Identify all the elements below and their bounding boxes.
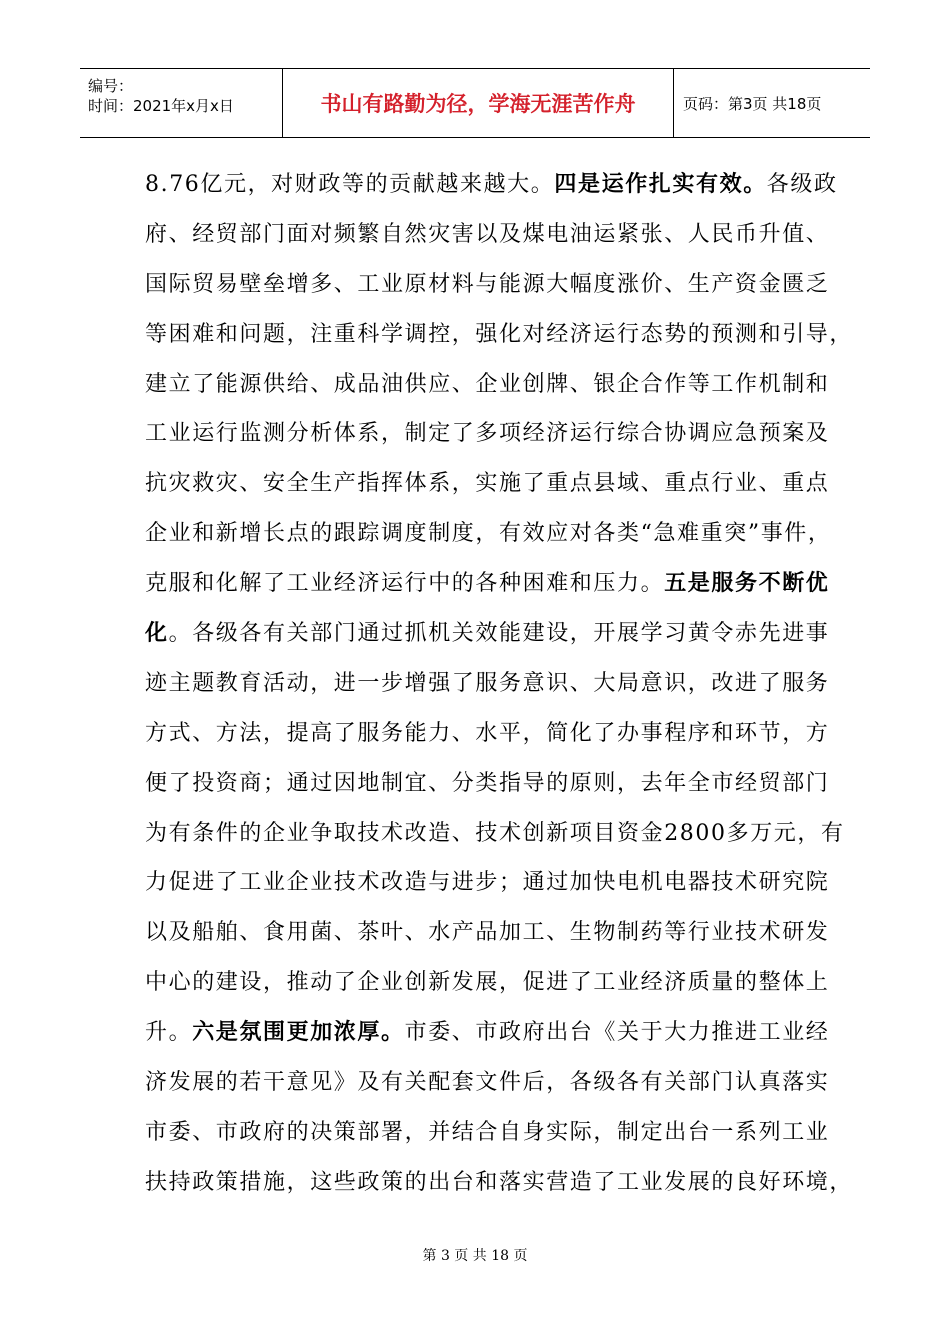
text-line xyxy=(145,908,830,958)
text-run: 以及船舶、食用菌、茶叶、水产品加工、生物制药等行业技术研发 xyxy=(145,920,830,946)
text-run: 为有条件的企业争取技术改造、技术创新项目资金2800多万元，有 xyxy=(145,820,845,846)
text-run: 济发展的若干意见》及有关配套文件后，各级各有关部门认真落实 xyxy=(145,1070,830,1096)
text-line xyxy=(145,958,830,1008)
document-body xyxy=(145,160,854,1208)
text-run: 克服和化解了工业经济运行中的各种困难和压力。 xyxy=(145,571,665,597)
date-label: 时间：2021年x月x日 xyxy=(88,97,234,115)
text-line xyxy=(145,459,830,509)
text-run: 力促进了工业企业技术改造与进步；通过加快电机电器技术研究院 xyxy=(145,870,830,896)
text-line xyxy=(145,210,830,260)
motto-text: 书山有路勤为径，学海无涯苦作舟 xyxy=(320,92,636,116)
header-meta-cell xyxy=(80,69,282,137)
bold-heading-run: 五是服务不断优 xyxy=(664,571,830,597)
text-line xyxy=(145,858,830,908)
text-line xyxy=(145,360,830,410)
text-run: 升。 xyxy=(145,1020,193,1046)
bold-heading-run: 化 xyxy=(145,621,169,647)
text-run: 市委、市政府的决策部署，并结合自身实际，制定出台一系列工业 xyxy=(145,1119,830,1145)
number-label: 编号： xyxy=(88,77,134,95)
text-line xyxy=(145,609,830,659)
text-line xyxy=(145,559,830,609)
text-run: 便了投资商；通过因地制宜、分类指导的原则，去年全市经贸部门 xyxy=(145,770,830,796)
text-run: 迹主题教育活动，进一步增强了服务意识、大局意识，改进了服务 xyxy=(145,670,830,696)
text-run: 等困难和问题，注重科学调控，强化对经济运行态势的预测和引导， xyxy=(145,321,854,347)
header-motto-cell xyxy=(282,69,674,137)
text-run: 建立了能源供给、成品油供应、企业创牌、银企合作等工作机制和 xyxy=(145,371,830,397)
bold-heading-run: 六是氛围更加浓厚。 xyxy=(192,1020,405,1046)
text-run: 各级政 xyxy=(766,172,838,197)
text-line xyxy=(145,709,830,759)
text-run: 8.76亿元，对财政等的贡献越来越大。 xyxy=(145,172,555,197)
text-line xyxy=(145,1008,830,1058)
header-page-cell xyxy=(673,69,870,137)
text-line xyxy=(145,1158,854,1208)
text-run: 企业和新增长点的跟踪调度制度，有效应对各类“急难重突”事件， xyxy=(145,521,832,547)
text-line xyxy=(145,1058,830,1108)
page-footer: 第 3 页 共 18 页 xyxy=(422,1248,528,1264)
text-run: 工业运行监测分析体系，制定了多项经济运行综合协调应急预案及 xyxy=(145,421,830,447)
text-run: 。各级各有关部门通过抓机关效能建设，开展学习黄令赤先进事 xyxy=(168,621,830,647)
text-run: 扶持政策措施，这些政策的出台和落实营造了工业发展的良好环境， xyxy=(145,1169,854,1195)
text-line xyxy=(145,809,845,859)
text-run: 中心的建设，推动了企业创新发展，促进了工业经济质量的整体上 xyxy=(145,970,830,996)
text-line xyxy=(145,260,830,310)
text-run: 国际贸易壁垒增多、工业原材料与能源大幅度涨价、生产资金匮乏 xyxy=(145,271,830,297)
document-header xyxy=(80,68,870,138)
text-line xyxy=(145,659,830,709)
text-run: 市委、市政府出台《关于大力推进工业经 xyxy=(404,1020,830,1046)
text-run: 方式、方法，提高了服务能力、水平，简化了办事程序和环节，方 xyxy=(145,720,830,746)
bold-heading-run: 四是运作扎实有效。 xyxy=(554,172,767,197)
text-run: 府、经贸部门面对频繁自然灾害以及煤电油运紧张、人民币升值、 xyxy=(145,221,830,247)
text-line xyxy=(145,160,838,210)
text-line xyxy=(145,409,830,459)
text-line xyxy=(145,1108,830,1158)
text-line xyxy=(145,310,854,360)
text-line xyxy=(145,759,830,809)
text-line xyxy=(145,509,832,559)
page-label: 页码：第3页 共18页 xyxy=(683,94,822,113)
text-run: 抗灾救灾、安全生产指挥体系，实施了重点县域、重点行业、重点 xyxy=(145,471,830,497)
